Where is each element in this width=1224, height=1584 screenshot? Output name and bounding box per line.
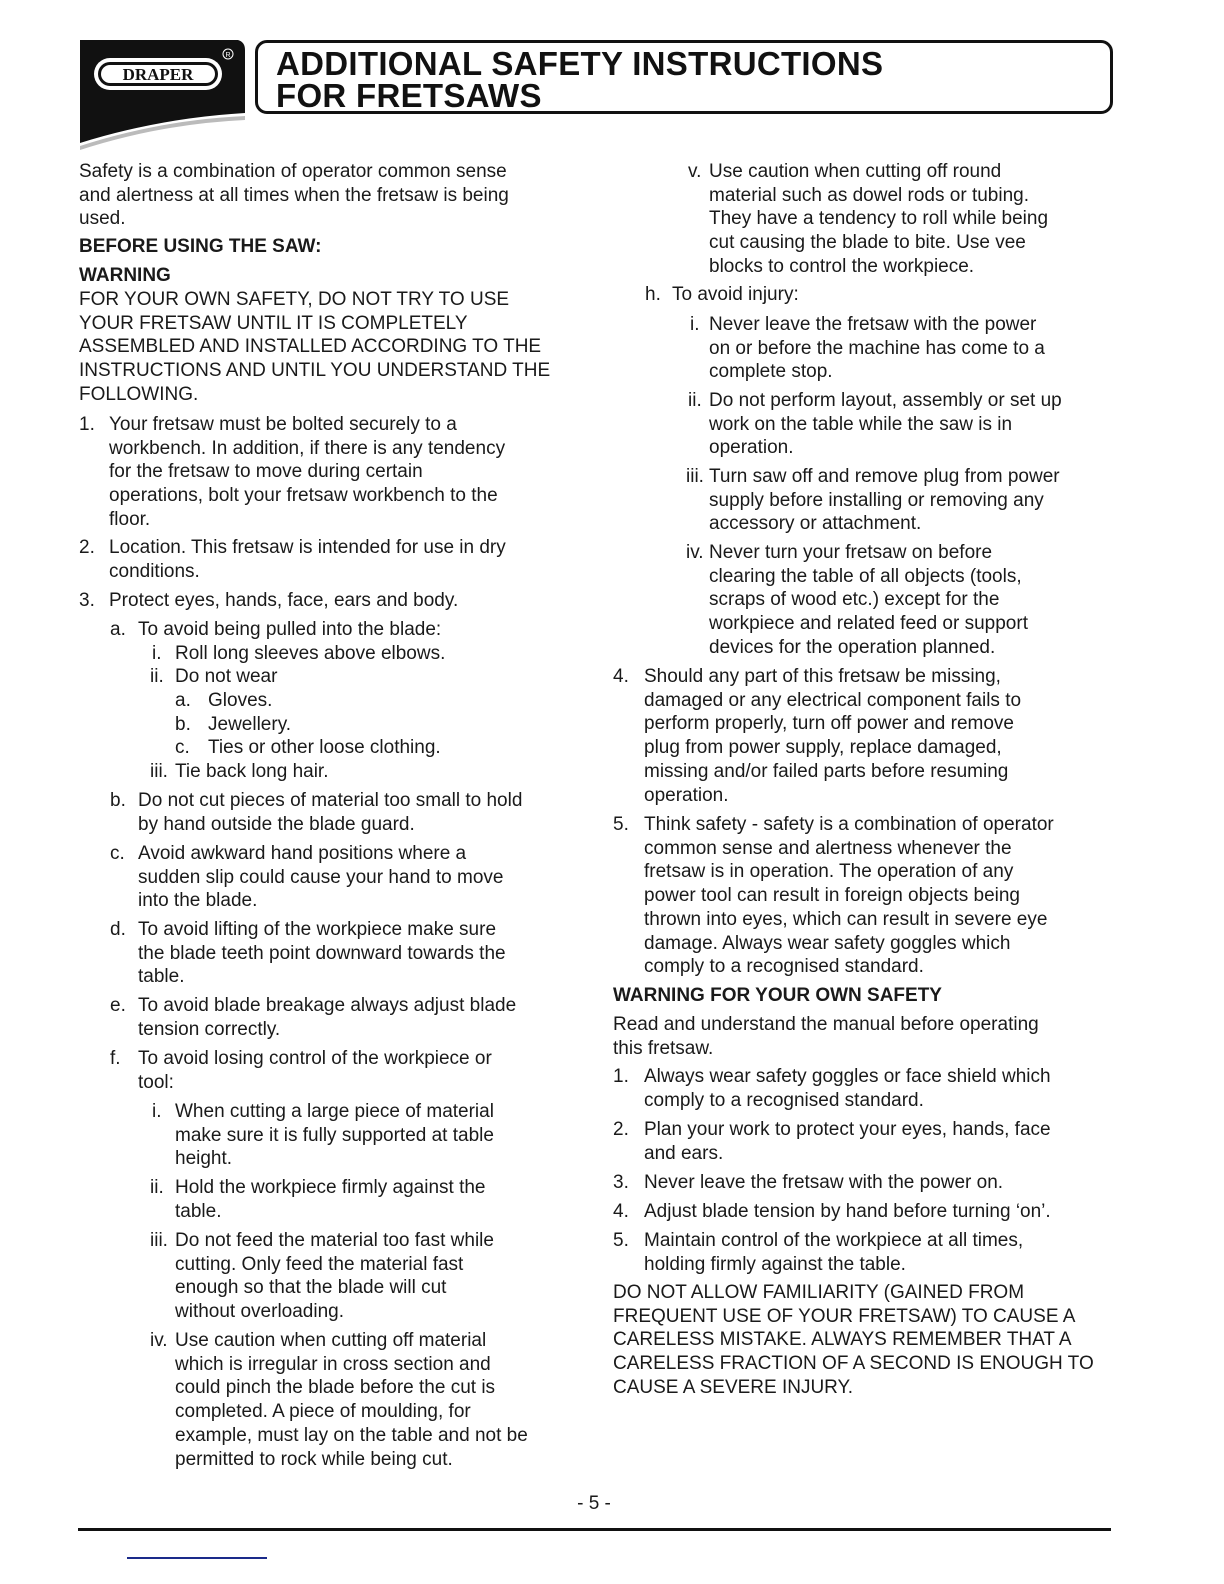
text-line: this fretsaw. [613, 1037, 714, 1059]
text-line: Hold the workpiece firmly against the [175, 1177, 486, 1198]
list-marker: e. [110, 995, 126, 1016]
text-line: complete stop. [709, 361, 833, 383]
list-marker: iii. [150, 1230, 168, 1251]
text-line: Adjust blade tension by hand before turning ‘on’. [644, 1201, 1051, 1222]
text-line: scraps of wood etc.) except for the [709, 589, 1000, 611]
list-marker: b. [110, 790, 126, 811]
list-marker: d. [110, 919, 126, 940]
text-line: Do not cut pieces of material too small to hold [138, 790, 523, 811]
list-marker: 2. [79, 537, 95, 558]
list-marker: iii. [686, 466, 704, 487]
text-line: FREQUENT USE OF YOUR FRETSAW) TO CAUSE A [613, 1305, 1076, 1327]
text-line: Always wear safety goggles or face shield which [644, 1066, 1051, 1087]
text-line: example, must lay on the table and not be [175, 1424, 528, 1446]
text-line: height. [175, 1148, 233, 1170]
list-marker: iv. [686, 542, 704, 563]
text-line: used. [79, 208, 126, 230]
text-line: table. [175, 1200, 222, 1222]
section-heading: BEFORE USING THE SAW: [79, 236, 322, 257]
list-marker: ii. [150, 1177, 164, 1198]
text-line: supply before installing or removing any [709, 489, 1044, 511]
text-line: cut causing the blade to bite. Use vee [709, 232, 1026, 254]
list-marker: 1. [79, 414, 95, 435]
text-line: tool: [138, 1071, 174, 1093]
text-line: Never turn your fretsaw on before [709, 542, 993, 563]
text-line: Read and understand the manual before operating [613, 1014, 1039, 1035]
text-line: Use caution when cutting off material [175, 1330, 487, 1351]
text-line: clearing the table of all objects (tools, [709, 565, 1022, 587]
text-line: could pinch the blade before the cut is [175, 1377, 496, 1399]
text-line: FOR YOUR OWN SAFETY, DO NOT TRY TO USE [79, 289, 510, 310]
text-line: on or before the machine has come to a [709, 337, 1045, 359]
text-line: power tool can result in foreign objects being [644, 885, 1021, 907]
list-marker: c. [110, 843, 125, 864]
text-line: blocks to control the workpiece. [709, 255, 975, 277]
list-marker: h. [645, 284, 661, 305]
text-line: Never leave the fretsaw with the power on. [644, 1172, 1004, 1193]
text-line: Roll long sleeves above elbows. [175, 643, 446, 664]
text-line: without overloading. [175, 1301, 344, 1323]
text-line: thrown into eyes, which can result in severe eye [644, 908, 1048, 930]
text-line: Jewellery. [208, 714, 292, 735]
text-line: plug from power supply, replace damaged, [644, 737, 1002, 759]
list-marker: a. [175, 690, 191, 711]
text-line: make sure it is fully supported at table [175, 1124, 494, 1146]
text-line: Turn saw off and remove plug from power [709, 466, 1060, 487]
list-marker: iii. [150, 761, 168, 782]
text-line: To avoid lifting of the workpiece make sure [138, 919, 497, 940]
text-line: Plan your work to protect your eyes, hands, face [644, 1119, 1051, 1140]
list-marker: f. [110, 1048, 121, 1069]
text-line: holding firmly against the table. [644, 1253, 906, 1275]
text-line: completed. A piece of moulding, for [175, 1401, 471, 1423]
list-marker: ii. [688, 390, 702, 411]
list-marker: 4. [613, 1201, 629, 1222]
text-line: tension correctly. [138, 1018, 281, 1040]
text-line: material such as dowel rods or tubing. [709, 184, 1029, 206]
list-marker: 5. [613, 814, 629, 835]
list-marker: 5. [613, 1230, 629, 1251]
section-heading: WARNING FOR YOUR OWN SAFETY [613, 985, 942, 1006]
text-line: and ears. [644, 1142, 724, 1164]
text-line: by hand outside the blade guard. [138, 813, 415, 835]
text-line: CAUSE A SEVERE INJURY. [613, 1376, 854, 1398]
text-line: INSTRUCTIONS AND UNTIL YOU UNDERSTAND THE [79, 360, 551, 382]
list-marker: 3. [613, 1172, 629, 1193]
list-marker: i. [152, 1101, 162, 1122]
text-line: YOUR FRETSAW UNTIL IT IS COMPLETELY [79, 312, 468, 334]
page-title-box [255, 40, 1113, 114]
text-line: work on the table while the saw is in [709, 413, 1013, 435]
draper-logo [80, 40, 246, 150]
list-marker: i. [152, 643, 162, 664]
list-marker: v. [688, 161, 702, 182]
text-line: Do not feed the material too fast while [175, 1230, 494, 1251]
text-line: DO NOT ALLOW FAMILIARITY (GAINED FROM [613, 1282, 1025, 1303]
text-line: conditions. [109, 560, 200, 582]
text-line: Think safety - safety is a combination of operator [644, 814, 1054, 835]
list-marker: 3. [79, 590, 95, 611]
list-marker: 2. [613, 1119, 629, 1140]
text-line: operation. [644, 784, 729, 806]
text-line: for the fretsaw to move during certain [109, 461, 423, 483]
text-line: comply to a recognised standard. [644, 956, 924, 978]
text-line: Your fretsaw must be bolted securely to a [109, 414, 457, 435]
list-marker: a. [110, 619, 126, 640]
text-line: cutting. Only feed the material fast [175, 1253, 464, 1275]
footer-divider [78, 1528, 1111, 1531]
text-line: table. [138, 966, 185, 988]
text-line: Safety is a combination of operator common sense [79, 161, 507, 182]
text-line: Never leave the fretsaw with the power [709, 314, 1037, 335]
list-marker: 4. [613, 666, 629, 687]
text-line: Maintain control of the workpiece at all times, [644, 1230, 1024, 1251]
text-line: sudden slip could cause your hand to move [138, 866, 504, 888]
text-line: To avoid being pulled into the blade: [138, 619, 442, 640]
page-number: - 5 - [577, 1493, 611, 1514]
text-line: comply to a recognised standard. [644, 1089, 924, 1111]
text-line: devices for the operation planned. [709, 636, 996, 658]
text-line: operation. [709, 437, 794, 459]
text-line: CARELESS FRACTION OF A SECOND IS ENOUGH TO [613, 1353, 1094, 1375]
text-line: into the blade. [138, 890, 258, 912]
text-line: fretsaw is in operation. The operation of any [644, 861, 1014, 883]
text-line: CARELESS MISTAKE. ALWAYS REMEMBER THAT A [613, 1329, 1072, 1351]
text-line: workbench. In addition, if there is any tendency [109, 437, 506, 459]
text-line: damage. Always wear safety goggles which [644, 932, 1011, 954]
page-title-line-1: ADDITIONAL SAFETY INSTRUCTIONS [276, 45, 884, 82]
list-marker: ii. [150, 666, 164, 687]
text-line: Use caution when cutting off round [709, 161, 1002, 182]
text-line: workpiece and related feed or support [709, 613, 1028, 635]
text-line: Location. This fretsaw is intended for use in dry [109, 537, 506, 558]
text-line: Ties or other loose clothing. [208, 737, 441, 758]
text-line: To avoid injury: [672, 284, 799, 305]
text-line: Should any part of this fretsaw be missing, [644, 666, 1001, 687]
text-line: They have a tendency to roll while being [709, 208, 1049, 230]
list-marker: iv. [150, 1330, 168, 1351]
svg-text:R: R [225, 52, 231, 59]
svg-text:DRAPER: DRAPER [122, 65, 194, 84]
text-line: which is irregular in cross section and [175, 1353, 491, 1375]
section-heading: WARNING [79, 265, 171, 286]
list-marker: c. [175, 737, 190, 758]
text-line: Tie back long hair. [175, 761, 329, 782]
text-line: accessory or attachment. [709, 513, 922, 535]
text-line: Gloves. [208, 690, 273, 711]
text-line: and alertness at all times when the fretsaw is being [79, 184, 509, 206]
text-line: Avoid awkward hand positions where a [138, 843, 467, 864]
text-line: ASSEMBLED AND INSTALLED ACCORDING TO THE [79, 336, 542, 358]
text-line: Do not perform layout, assembly or set up [709, 390, 1062, 411]
text-line: the blade teeth point downward towards the [138, 942, 506, 964]
text-line: To avoid losing control of the workpiece or [138, 1048, 492, 1069]
text-line: permitted to rock while being cut. [175, 1448, 453, 1470]
footer-accent-line [127, 1557, 267, 1559]
text-line: To avoid blade breakage always adjust blade [138, 995, 517, 1016]
text-line: Do not wear [175, 666, 278, 687]
text-line: common sense and alertness whenever the [644, 837, 1012, 859]
list-marker: b. [175, 714, 191, 735]
text-line: operations, bolt your fretsaw workbench to the [109, 485, 498, 507]
text-line: enough so that the blade will cut [175, 1277, 447, 1299]
text-line: When cutting a large piece of material [175, 1101, 494, 1122]
text-line: missing and/or failed parts before resuming [644, 760, 1009, 782]
text-line: Protect eyes, hands, face, ears and body. [109, 590, 459, 611]
text-line: FOLLOWING. [79, 383, 199, 405]
list-marker: 1. [613, 1066, 629, 1087]
text-line: damaged or any electrical component fails to [644, 689, 1022, 711]
list-marker: i. [690, 314, 700, 335]
page-title-line-2: FOR FRETSAWS [276, 77, 542, 114]
text-line: floor. [109, 508, 151, 530]
text-line: perform properly, turn off power and remove [644, 713, 1014, 735]
